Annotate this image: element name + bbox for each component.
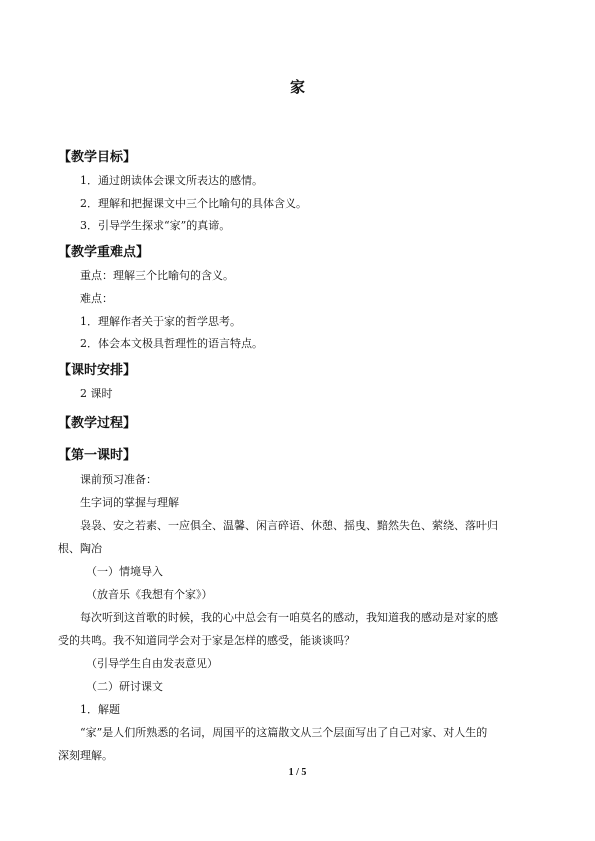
heading-key-points: 【教学重难点】 bbox=[58, 245, 150, 260]
heading-teaching-goals: 【教学目标】 bbox=[58, 150, 137, 165]
heading-first-lesson: 【第一课时】 bbox=[58, 448, 137, 463]
keypoint-line-2: 难点： bbox=[80, 292, 113, 305]
first-line-7: 每次听到这首歌的时候，我的心中总会有一咱莫名的感动，我知道我的感动是对家的感 bbox=[80, 611, 498, 624]
first-line-1: 课前预习准备： bbox=[80, 473, 157, 486]
goal-item-2: 2．理解和把握课文中三个比喻句的具体含义。 bbox=[80, 197, 307, 210]
first-line-11: 1．解题 bbox=[80, 703, 120, 716]
page-number: 1 / 5 bbox=[288, 767, 307, 778]
first-line-10: （二）研讨课文 bbox=[86, 680, 163, 693]
heading-teaching-process: 【教学过程】 bbox=[58, 416, 137, 431]
first-line-6: （放音乐《我想有个家》） bbox=[86, 588, 213, 601]
keypoint-line-3: 1．理解作者关于家的哲学思考。 bbox=[80, 315, 241, 328]
first-line-4: 根、陶冶 bbox=[58, 542, 102, 555]
first-line-13: 深刻理解。 bbox=[58, 749, 113, 762]
schedule-line-1: 2 课时 bbox=[80, 387, 113, 400]
first-line-5: （一）情境导入 bbox=[86, 565, 163, 578]
goal-item-1: 1．通过朗读体会课文所表达的感情。 bbox=[80, 174, 263, 187]
heading-schedule: 【课时安排】 bbox=[58, 363, 137, 378]
first-line-12: “家”是人们所熟悉的名词，周国平的这篇散文从三个层面写出了自己对家、对人生的 bbox=[80, 726, 488, 739]
first-line-9: （引导学生自由发表意见） bbox=[86, 657, 218, 670]
first-line-3: 袅袅、安之若素、一应俱全、温馨、闲言碎语、休憩、摇曳、黯然失色、萦绕、落叶归 bbox=[80, 519, 498, 532]
document-title: 家 bbox=[289, 78, 305, 96]
keypoint-line-4: 2．体会本文极具哲理性的语言特点。 bbox=[80, 337, 263, 350]
keypoint-line-1: 重点：理解三个比喻句的含义。 bbox=[80, 269, 234, 282]
first-line-8: 受的共鸣。我不知道同学会对于家是怎样的感受，能谈谈吗？ bbox=[58, 634, 355, 647]
first-line-2: 生字词的掌握与理解 bbox=[80, 496, 179, 509]
goal-item-3: 3．引导学生探求“家”的真谛。 bbox=[80, 219, 231, 232]
